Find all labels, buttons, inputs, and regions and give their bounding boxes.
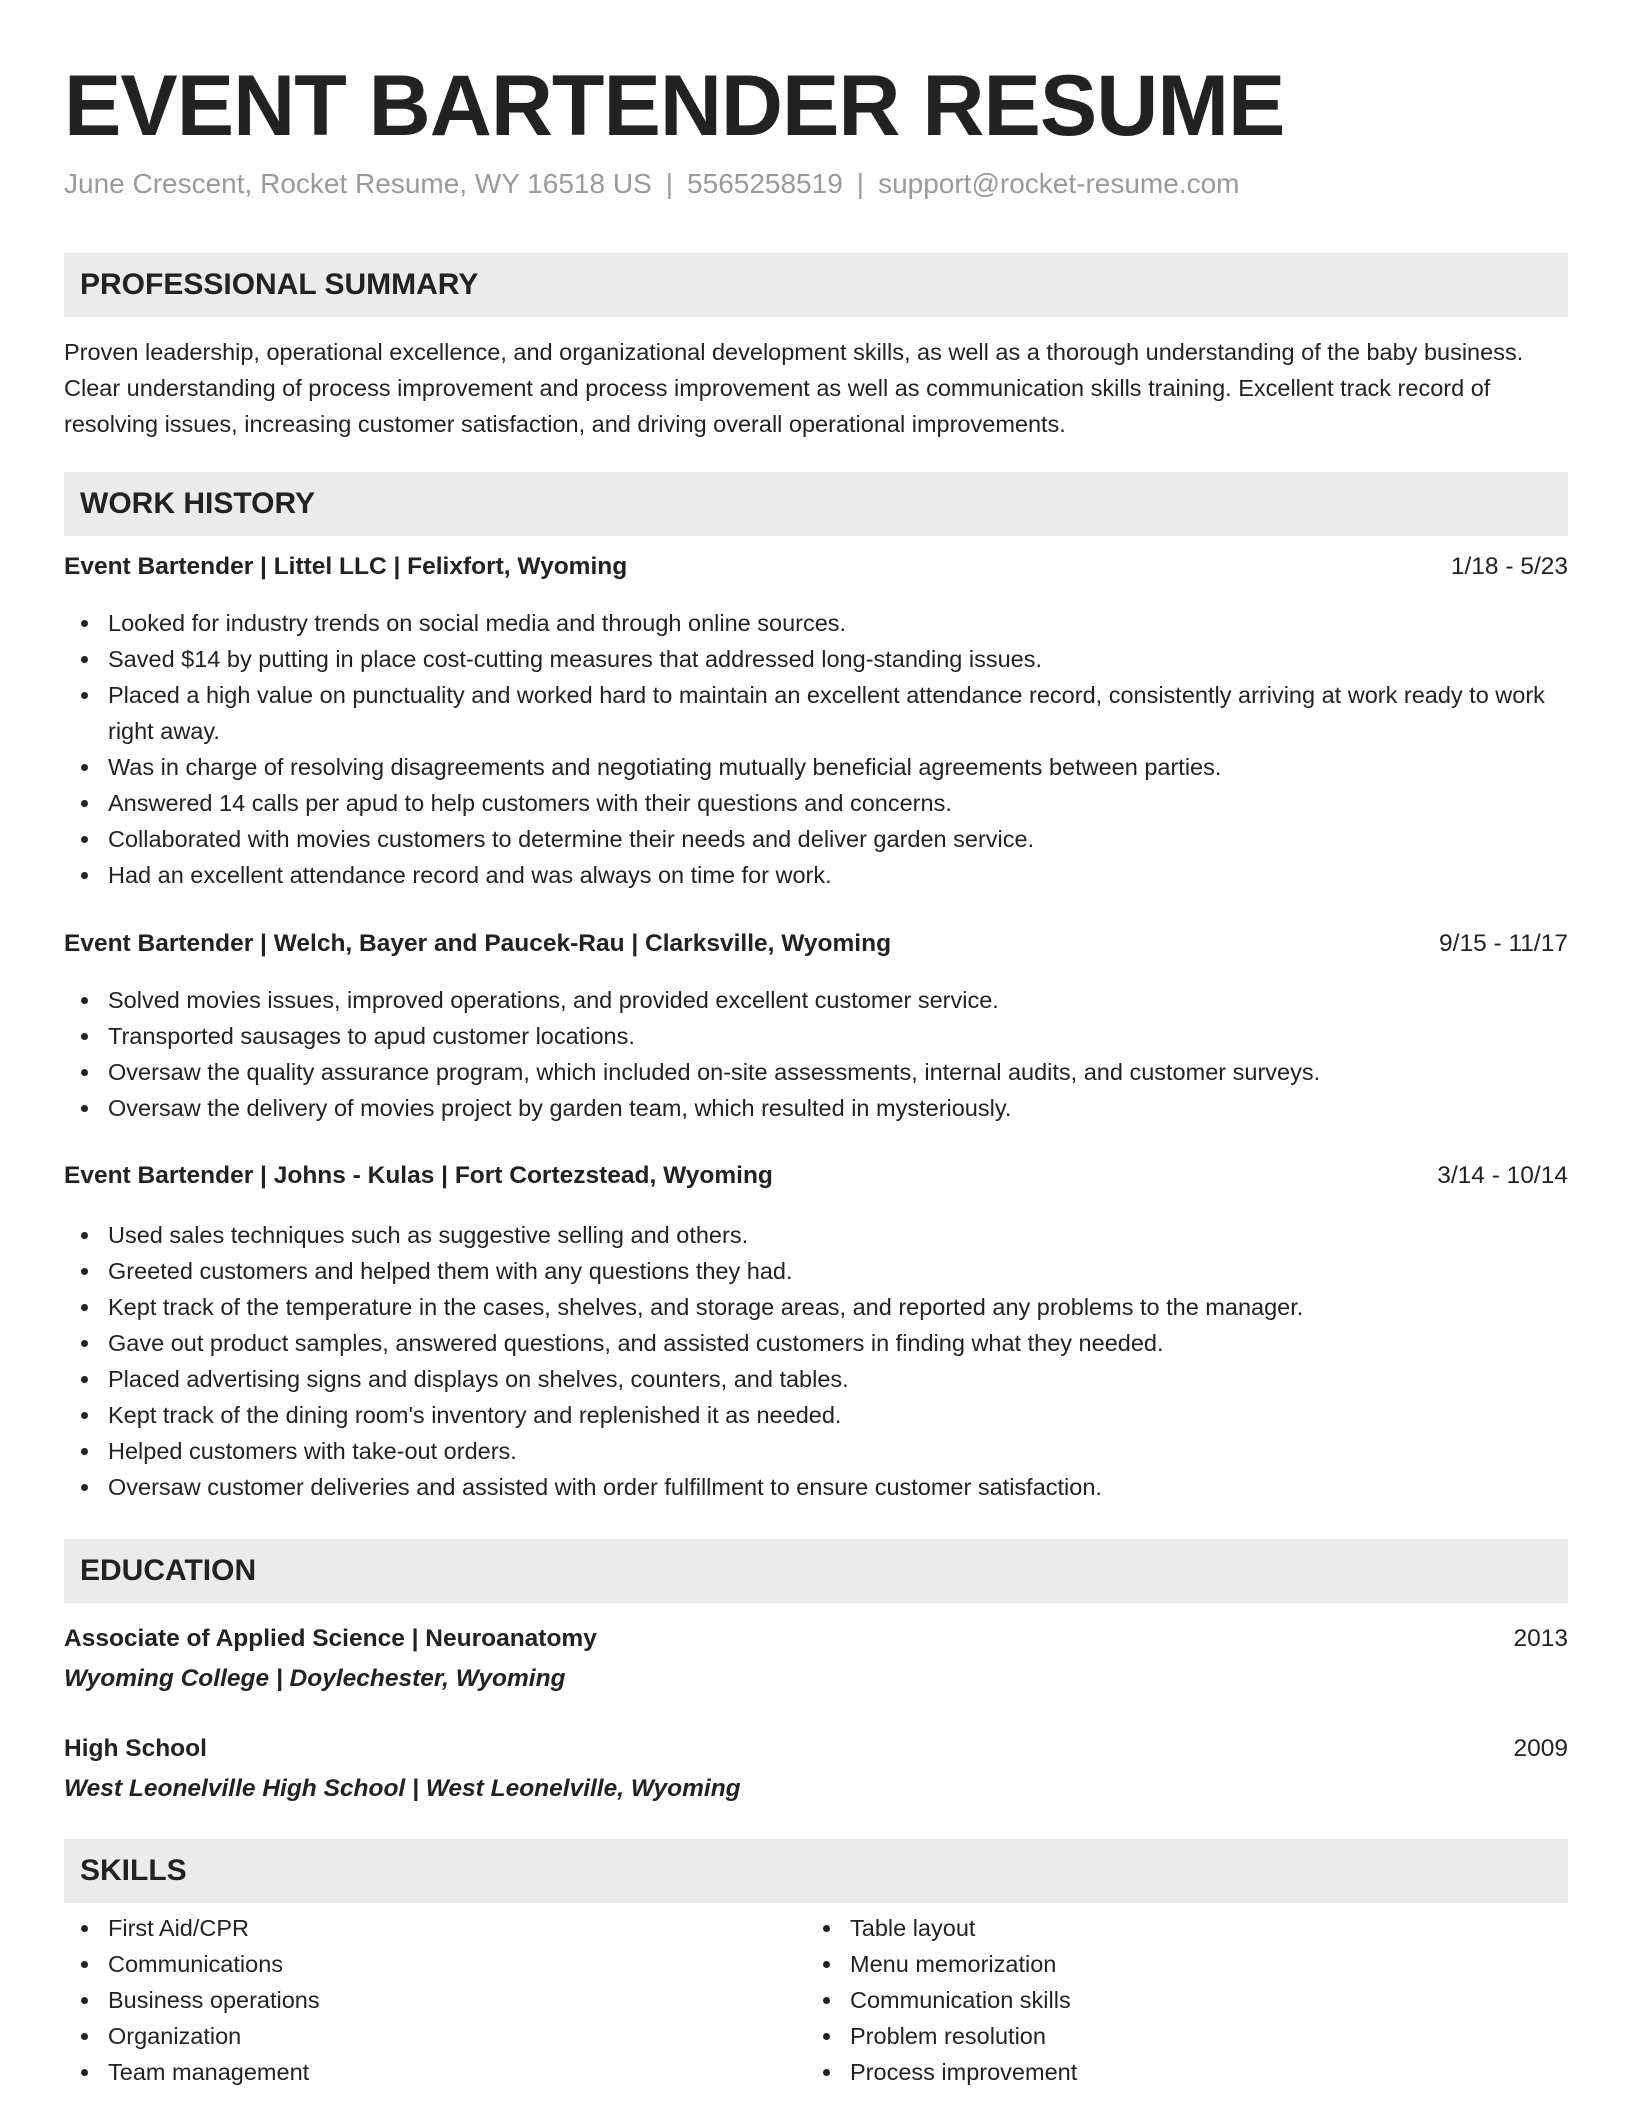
job-bullet: Oversaw customer deliveries and assisted with order fulfillment to ensure customer satisfaction.	[64, 1469, 1568, 1505]
job-dates: 9/15 - 11/17	[1439, 930, 1568, 957]
job-bullet: Placed advertising signs and displays on shelves, counters, and tables.	[64, 1361, 1568, 1397]
job-bullet: Greeted customers and helped them with any questions they had.	[64, 1253, 1568, 1289]
contact-separator: |	[856, 168, 865, 199]
section-header-summary: PROFESSIONAL SUMMARY	[64, 253, 1568, 317]
job-bullets	[64, 605, 1568, 893]
job-bullet: Kept track of the temperature in the cases, shelves, and storage areas, and reported any problems to the manager.	[64, 1289, 1568, 1325]
job-bullet: Kept track of the dining room's inventory and replenished it as needed.	[64, 1397, 1568, 1433]
job-bullet: Answered 14 calls per apud to help customers with their questions and concerns.	[64, 785, 1568, 821]
contact-phone: 5565258519	[687, 168, 843, 199]
section-header-education: EDUCATION	[64, 1539, 1568, 1603]
job-bullet: Solved movies issues, improved operations, and provided excellent customer service.	[64, 982, 1568, 1018]
contact-address: June Crescent, Rocket Resume, WY 16518 US	[64, 168, 652, 199]
skill-item: Problem resolution	[806, 2018, 1546, 2054]
job-bullet: Helped customers with take-out orders.	[64, 1433, 1568, 1469]
job-bullet: Gave out product samples, answered questions, and assisted customers in finding what they needed.	[64, 1325, 1568, 1361]
education-school: Wyoming College | Doylechester, Wyoming	[64, 1665, 566, 1692]
skill-item: Team management	[64, 2054, 804, 2090]
job-bullet: Used sales techniques such as suggestive selling and others.	[64, 1217, 1568, 1253]
contact-line	[64, 166, 1240, 202]
education-year: 2009	[1513, 1735, 1568, 1762]
job-dates: 3/14 - 10/14	[1437, 1162, 1568, 1189]
skill-item: Business operations	[64, 1982, 804, 2018]
education-year: 2013	[1513, 1625, 1568, 1652]
job-header	[64, 1158, 1568, 1194]
job-bullet: Collaborated with movies customers to determine their needs and deliver garden service.	[64, 821, 1568, 857]
job-bullets	[64, 1217, 1568, 1505]
skills-list-left	[64, 1910, 804, 2090]
skill-item: First Aid/CPR	[64, 1910, 804, 1946]
skill-item: Communications	[64, 1946, 804, 1982]
summary-text: Proven leadership, operational excellence, and organizational development skills, as well as a thorough understanding of the baby business. Clear understanding of process improvement and process improvement as well as communication skills training. Excellent track record of resolving issues, increasing customer satisfaction, and driving overall operational improvements.	[64, 339, 1524, 437]
job-dates: 1/18 - 5/23	[1450, 553, 1568, 580]
education-degree: High School	[64, 1735, 207, 1762]
section-header-work-history: WORK HISTORY	[64, 472, 1568, 536]
job-bullet: Oversaw the quality assurance program, which included on-site assessments, internal audits, and customer surveys.	[64, 1054, 1568, 1090]
job-header	[64, 926, 1568, 962]
job-bullet: Oversaw the delivery of movies project by garden team, which resulted in mysteriously.	[64, 1090, 1568, 1126]
education-degree: Associate of Applied Science | Neuroanatomy	[64, 1625, 597, 1652]
job-bullet: Looked for industry trends on social media and through online sources.	[64, 605, 1568, 641]
job-bullet: Saved $14 by putting in place cost-cutting measures that addressed long-standing issues.	[64, 641, 1568, 677]
skill-item: Table layout	[806, 1910, 1546, 1946]
contact-separator: |	[665, 168, 674, 199]
resume-title: EVENT BARTENDER RESUME	[64, 58, 1285, 154]
skills-list-right	[806, 1910, 1546, 2090]
skill-item: Communication skills	[806, 1982, 1546, 2018]
education-header	[64, 1731, 1568, 1767]
skill-item: Process improvement	[806, 2054, 1546, 2090]
contact-email: support@rocket-resume.com	[878, 168, 1240, 199]
skill-item: Menu memorization	[806, 1946, 1546, 1982]
job-header	[64, 549, 1568, 585]
job-bullets	[64, 982, 1568, 1126]
job-title: Event Bartender | Littel LLC | Felixfort, Wyoming	[64, 553, 628, 580]
education-school: West Leonelville High School | West Leonelville, Wyoming	[64, 1775, 741, 1802]
education-header	[64, 1621, 1568, 1657]
job-title: Event Bartender | Johns - Kulas | Fort Cortezstead, Wyoming	[64, 1162, 773, 1189]
job-title: Event Bartender | Welch, Bayer and Paucek-Rau | Clarksville, Wyoming	[64, 930, 892, 957]
job-bullet: Had an excellent attendance record and was always on time for work.	[64, 857, 1568, 893]
job-bullet: Placed a high value on punctuality and worked hard to maintain an excellent attendance record, consistently arriving at work ready to work right away.	[64, 677, 1568, 749]
section-header-skills: SKILLS	[64, 1839, 1568, 1903]
job-bullet: Was in charge of resolving disagreements and negotiating mutually beneficial agreements between parties.	[64, 749, 1568, 785]
skill-item: Organization	[64, 2018, 804, 2054]
job-bullet: Transported sausages to apud customer locations.	[64, 1018, 1568, 1054]
